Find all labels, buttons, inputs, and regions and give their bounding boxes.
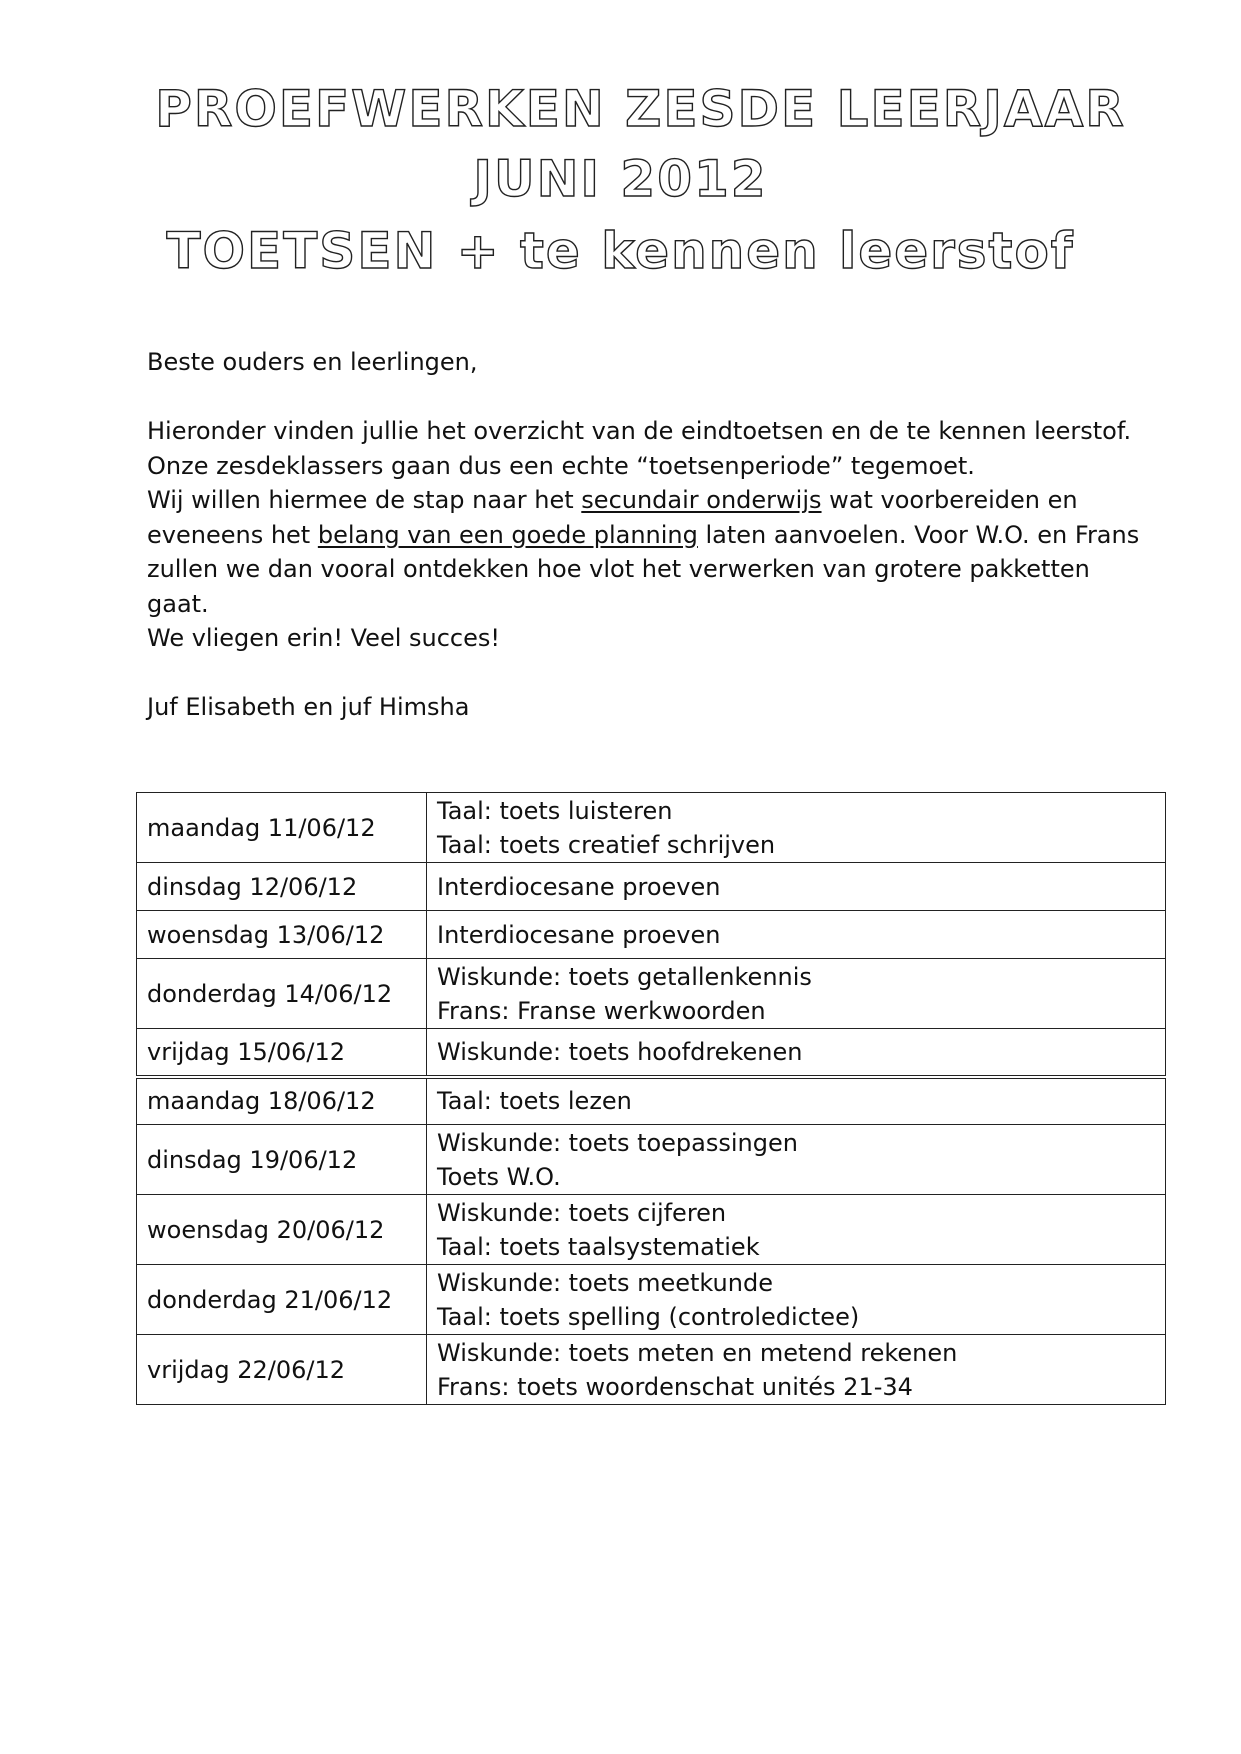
day-cell: maandag 11/06/12 xyxy=(137,793,427,863)
letter-body xyxy=(147,345,1147,725)
test-item: Wiskunde: toets meten en metend rekenen xyxy=(437,1338,958,1367)
test-item: Taal: toets lezen xyxy=(437,1087,632,1116)
letter-line-2: Onze zesdeklassers gaan dus een echte “toetsenperiode” tegemoet. xyxy=(147,451,975,480)
day-cell: woensdag 13/06/12 xyxy=(137,911,427,959)
test-item: Wiskunde: toets toepassingen xyxy=(437,1128,798,1157)
paragraph-gap xyxy=(147,656,1147,691)
tests-cell xyxy=(427,959,1166,1029)
tests-cell xyxy=(427,1077,1166,1125)
table-row xyxy=(137,911,1166,959)
test-schedule-table xyxy=(136,792,1166,1405)
tests-cell xyxy=(427,1335,1166,1405)
title-block xyxy=(0,80,1241,280)
test-item: Frans: toets woordenschat unités 21-34 xyxy=(437,1372,913,1401)
tests-cell xyxy=(427,863,1166,911)
letter-line-4-start: eveneens het xyxy=(147,520,318,549)
test-item: Wiskunde: toets cijferen xyxy=(437,1198,727,1227)
table-row xyxy=(137,1195,1166,1265)
day-cell: dinsdag 12/06/12 xyxy=(137,863,427,911)
table-row xyxy=(137,863,1166,911)
day-cell: vrijdag 22/06/12 xyxy=(137,1335,427,1405)
test-item: Taal: toets spelling (controledictee) xyxy=(437,1302,860,1331)
test-item: Wiskunde: toets getallenkennis xyxy=(437,962,812,991)
test-item: Frans: Franse werkwoorden xyxy=(437,996,766,1025)
letter-line-4-end: laten aanvoelen. Voor W.O. en Frans xyxy=(697,520,1140,549)
tests-cell xyxy=(427,793,1166,863)
letter-line-3-start: Wij willen hiermee de stap naar het xyxy=(147,486,582,514)
letter-line-3 xyxy=(147,483,1147,518)
table-row xyxy=(137,793,1166,863)
letter-line-1: Hieronder vinden jullie het overzicht van de eindtoetsen en de te kennen leerstof. xyxy=(147,417,1132,445)
tests-cell xyxy=(427,1265,1166,1335)
day-cell: vrijdag 15/06/12 xyxy=(137,1029,427,1077)
test-item: Taal: toets taalsystematiek xyxy=(437,1232,760,1261)
table-row xyxy=(137,959,1166,1029)
day-cell: maandag 18/06/12 xyxy=(137,1077,427,1125)
title-line-1: PROEFWERKEN ZESDE LEERJAAR xyxy=(155,80,1126,138)
day-cell: donderdag 14/06/12 xyxy=(137,959,427,1029)
day-cell: dinsdag 19/06/12 xyxy=(137,1125,427,1195)
tests-cell xyxy=(427,1195,1166,1265)
test-item: Taal: toets creatief schrijven xyxy=(437,830,776,859)
underlined-secundair-onderwijs: secundair onderwijs xyxy=(581,486,822,514)
day-cell: woensdag 20/06/12 xyxy=(137,1195,427,1265)
table-row xyxy=(137,1265,1166,1335)
test-item: Wiskunde: toets meetkunde xyxy=(437,1268,773,1297)
greeting: Beste ouders en leerlingen, xyxy=(147,348,478,376)
title-line-3: TOETSEN + te kennen leerstof xyxy=(166,222,1075,280)
test-item: Toets W.O. xyxy=(437,1162,561,1191)
test-item: Interdiocesane proeven xyxy=(437,872,721,901)
letter-line-4 xyxy=(147,518,1147,553)
paragraph-gap xyxy=(147,380,1147,415)
day-cell: donderdag 21/06/12 xyxy=(137,1265,427,1335)
test-item: Taal: toets luisteren xyxy=(437,796,673,825)
table-row xyxy=(137,1029,1166,1077)
tests-cell xyxy=(427,1029,1166,1077)
letter-line-5: zullen we dan vooral ontdekken hoe vlot het verwerken van grotere pakketten gaat. xyxy=(147,555,1090,618)
table-row xyxy=(137,1077,1166,1125)
signature: Juf Elisabeth en juf Himsha xyxy=(147,693,470,721)
tests-cell xyxy=(427,1125,1166,1195)
test-item: Wiskunde: toets hoofdrekenen xyxy=(437,1037,803,1066)
letter-line-3-end: wat voorbereiden en xyxy=(821,486,1078,514)
test-item: Interdiocesane proeven xyxy=(437,920,721,949)
table-row xyxy=(137,1335,1166,1405)
title-line-2: JUNI 2012 xyxy=(473,150,768,208)
table-row xyxy=(137,1125,1166,1195)
letter-line-6: We vliegen erin! Veel succes! xyxy=(147,624,501,652)
underlined-goede-planning: belang van een goede planning xyxy=(317,520,698,549)
tests-cell xyxy=(427,911,1166,959)
